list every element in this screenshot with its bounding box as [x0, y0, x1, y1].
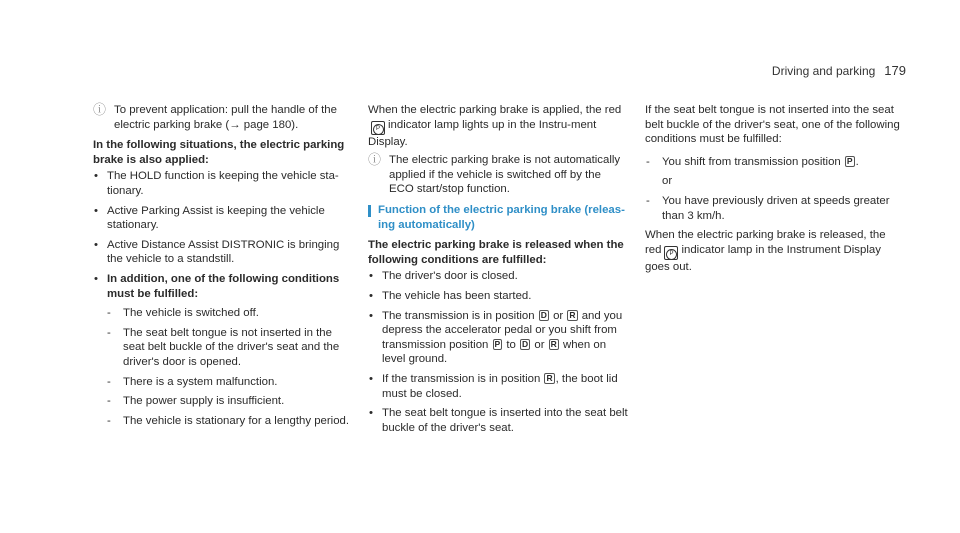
column-2 [368, 103, 628, 440]
list-item: • The vehicle has been started. [368, 289, 628, 304]
gear-r-icon: R [546, 372, 553, 383]
column-3 [645, 103, 905, 278]
gear-r-icon: R [569, 309, 576, 320]
heading-situations: In the following situations, the electric parking brake is also applied: [93, 139, 345, 166]
list-item: • Active Distance Assist DISTRONIC is bringing the vehicle to a standstill. [93, 238, 351, 267]
column-1 [93, 103, 351, 433]
situations-list [93, 169, 351, 301]
list-item: • The driver's door is closed. [368, 269, 628, 284]
parking-brake-lamp-icon: P [664, 246, 678, 260]
paragraph-seat-belt: If the seat belt tongue is not inserted into the seat belt buckle of the driver's seat, one of the following conditions must be fulfilled: [645, 104, 900, 146]
section-title: Driving and parking [771, 64, 876, 78]
page-header [772, 64, 906, 79]
list-item: - You shift from transmission position P . [646, 155, 859, 168]
info-circle-icon: ⓘ [368, 152, 382, 168]
list-item: - The seat belt tongue is not inserted in the seat belt buckle of the driver's seat and the driver's door is opened. [107, 326, 340, 368]
list-item: - You have previously driven at speeds greater than 3 km/h. [646, 194, 890, 222]
conditions-list [93, 306, 351, 428]
list-item-conditions: • In addition, one of the following conditions must be fulfilled: [93, 272, 351, 301]
info-circle-icon: ⓘ [93, 102, 107, 117]
list-item: • Active Parking Assist is keeping the vehicle stationary. [93, 204, 351, 233]
gear-p-icon: P [494, 338, 501, 349]
paragraph-applied: When the electric parking brake is applied, the redP indicator lamp lights up in the Instru-ment Display. [368, 104, 622, 148]
list-item: • The HOLD function is keeping the vehicle sta-tionary. [93, 169, 351, 198]
gear-d-icon: D [540, 309, 547, 320]
release-conditions-list [368, 269, 628, 435]
list-item: - The vehicle is stationary for a lengthy period. [107, 414, 350, 427]
heading-released: The electric parking brake is released when the following conditions are fulfilled: [368, 239, 624, 266]
gear-p-icon: P [846, 155, 853, 166]
list-item: • The seat belt tongue is inserted into the seat belt buckle of the driver's seat. [368, 406, 628, 435]
gear-d-icon: D [522, 338, 529, 349]
list-item: • If the transmission is in position R , the boot lid must be closed. [368, 372, 628, 401]
note-eco: ⓘ The electric parking brake is not automatically applied if the vehicle is switched off by the ECO start/stop function. [368, 152, 621, 196]
page-number: 179 [884, 63, 906, 78]
note-prevent: ⓘ To prevent application: pull the handle of the electric parking brake (→ page 180). [93, 102, 337, 131]
section-heading: Function of the electric parking brake (releas-ing automatically) [368, 203, 628, 232]
list-item: - There is a system malfunction. [107, 375, 278, 388]
list-item: - The vehicle is switched off. [107, 307, 259, 320]
list-item: - The power supply is insufficient. [107, 395, 285, 408]
gear-r-icon: R [550, 338, 557, 349]
list-item: • The transmission is in position D or R and you depress the accelerator pedal or you shift from transmission position P to D or R when on level ground. [368, 309, 628, 367]
paragraph-released: When the electric parking brake is released, the red P indicator lamp in the Instrument Display goes out. [645, 229, 886, 273]
seat-belt-conditions-list [645, 155, 905, 223]
section-bar [368, 205, 371, 217]
list-item-or: or [662, 175, 673, 188]
parking-brake-lamp-icon: P [371, 121, 385, 135]
